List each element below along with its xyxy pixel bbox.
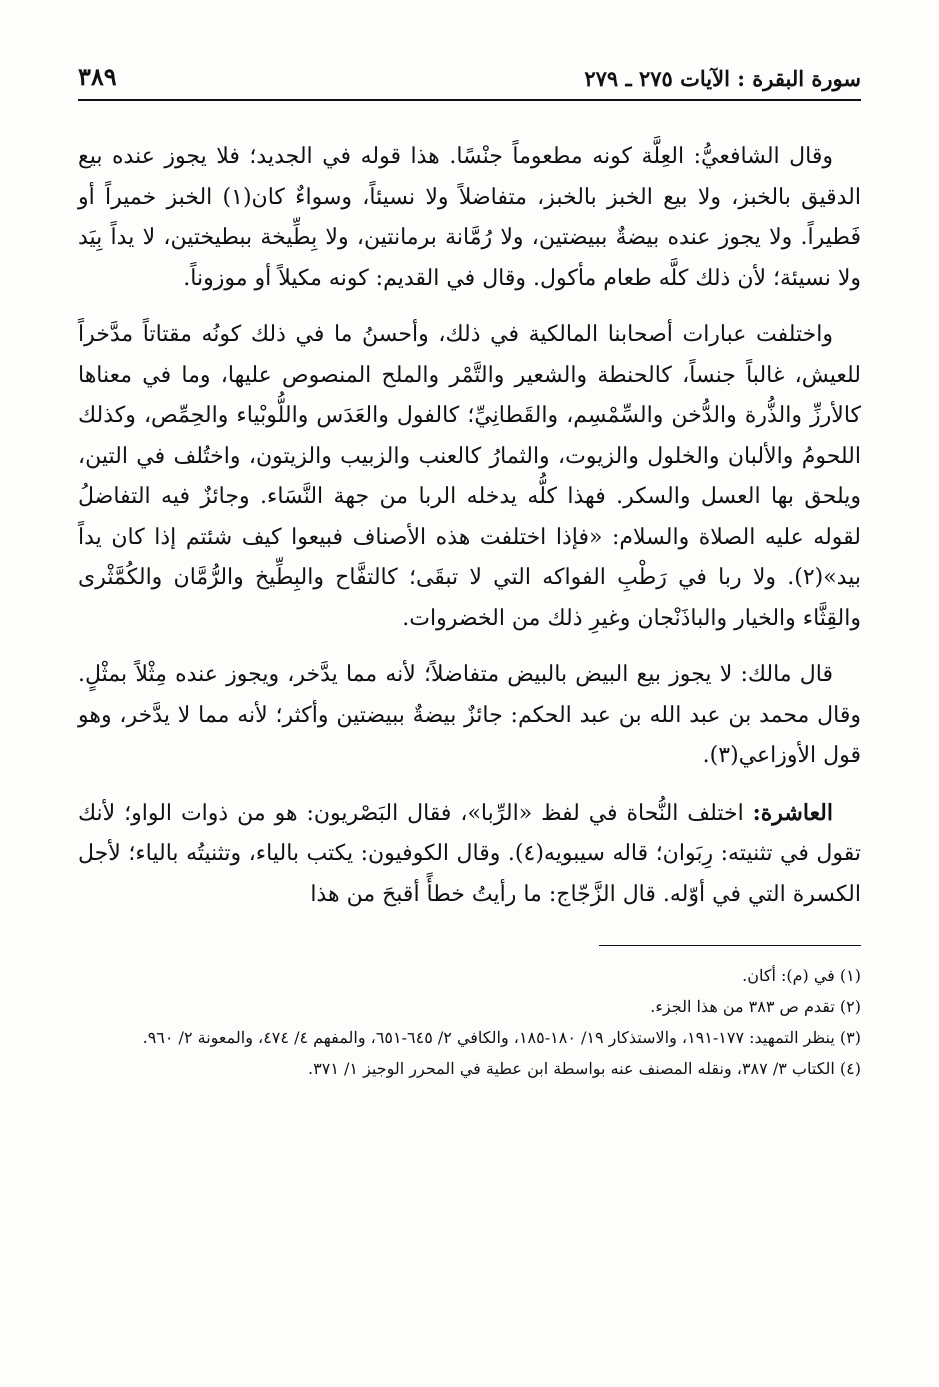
running-header (78, 62, 861, 101)
paragraph-1: وقال الشافعيُّ: العِلَّة كونه مطعوماً جنْسًا. هذا قوله في الجديد؛ فلا يجوز عنده بيع الدقيق بالخبز، ولا بيع الخبز بالخبز، متفاضلاً ولا نسيئاً، وسواءٌ كان(١) الخبز خميراً أو فَطيراً. ولا يجوز عنده بيضةٌ ببيضتين، ولا رُمَّانة برمانتين، ولا بِطِّيخة ببطيختين، لا يداً بِيَد ولا نسيئة؛ لأن ذلك كلَّه طعام مأكول. وقال في القديم: كونه مكيلاً أو موزوناً. (78, 144, 861, 291)
footnote-3: (٣) ينظر التمهيد: ١٧٧-١٩١، والاستذكار ١٩/ ١٨٠-١٨٥، والكافي ٢/ ٦٤٥-٦٥١، والمفهم ٤/ ٤٧٤، والمعونة ٢/ ٩٦٠. (142, 1028, 861, 1047)
footnote-1: (١) في (م): أكان. (742, 966, 861, 985)
paragraph-4-text: اختلف النُّحاة في لفظ «الرِّبا»، فقال البَصْريون: هو من ذوات الواو؛ لأنك تقول في تثنيته: رِبَوان؛ قاله سيبويه(٤). وقال الكوفيون: يكتب بالياء، وتثنيتُه بالياء؛ لأجل الكسرة التي في أوّله. قال الزَّجّاج: ما رأيتُ خطأً أقبحَ من هذا (78, 800, 861, 907)
main-text (78, 137, 861, 915)
paragraph-2: واختلفت عبارات أصحابنا المالكية في ذلك، وأحسنُ ما في ذلك كونُه مقتاتاً مدَّخراً للعيش، غالباً جنساً، كالحنطة والشعير والتَّمْر والملح المنصوص عليها، وما في معناها كالأرزِّ والذُّرة والدُّخن والسِّمْسِم، والقَطانِيِّ؛ كالفول والعَدَس واللُّوبْياء والحِمِّص، وكذلك اللحومُ والألبان والخلول والزيوت، والثمارُ كالعنب والزبيب والزيتون، واختُلف في التين، ويلحق بها العسل والسكر. فهذا كلُّه يدخله الربا من جهة النَّسَاء. وجائزٌ فيه التفاضلُ لقوله عليه الصلاة والسلام: «فإذا اختلفت هذه الأصناف فبيعوا كيف شئتم إذا كان يداً بيد»(٢). ولا ربا في رَطْبِ الفواكه التي لا تبقَى؛ كالتفَّاح والبِطِّيخ والرُّمَّان والكُمَّثْرى والقِثَّاء والخيار والباذَنْجان وغيرِ ذلك من الخضروات. (78, 322, 861, 631)
paragraph-4 (78, 793, 861, 916)
footnote-4: (٤) الكتاب ٣/ ٣٨٧، ونقله المصنف عنه بواسطة ابن عطية في المحرر الوجيز ١/ ٣٧١. (308, 1059, 861, 1078)
paragraph-3: قال مالك: لا يجوز بيع البيض بالبيض متفاضلاً؛ لأنه مما يدَّخر، ويجوز عنده مِثْلاً بمثْلٍ. وقال محمد بن عبد الله بن عبد الحكم: جائزٌ بيضةٌ ببيضتين وأكثر؛ لأنه مما لا يدَّخر، وهو قول الأوزاعي(٣). (78, 662, 861, 768)
footnotes (78, 960, 861, 1084)
section-lead: العاشرة: (752, 799, 833, 826)
page-number: ٣٨٩ (78, 62, 117, 91)
footnote-2: (٢) تقدم ص ٣٨٣ من هذا الجزء. (650, 997, 861, 1016)
footnote-divider (599, 945, 861, 946)
surah-title: سورة البقرة : الآيات ٢٧٥ ـ ٢٧٩ (584, 66, 861, 91)
